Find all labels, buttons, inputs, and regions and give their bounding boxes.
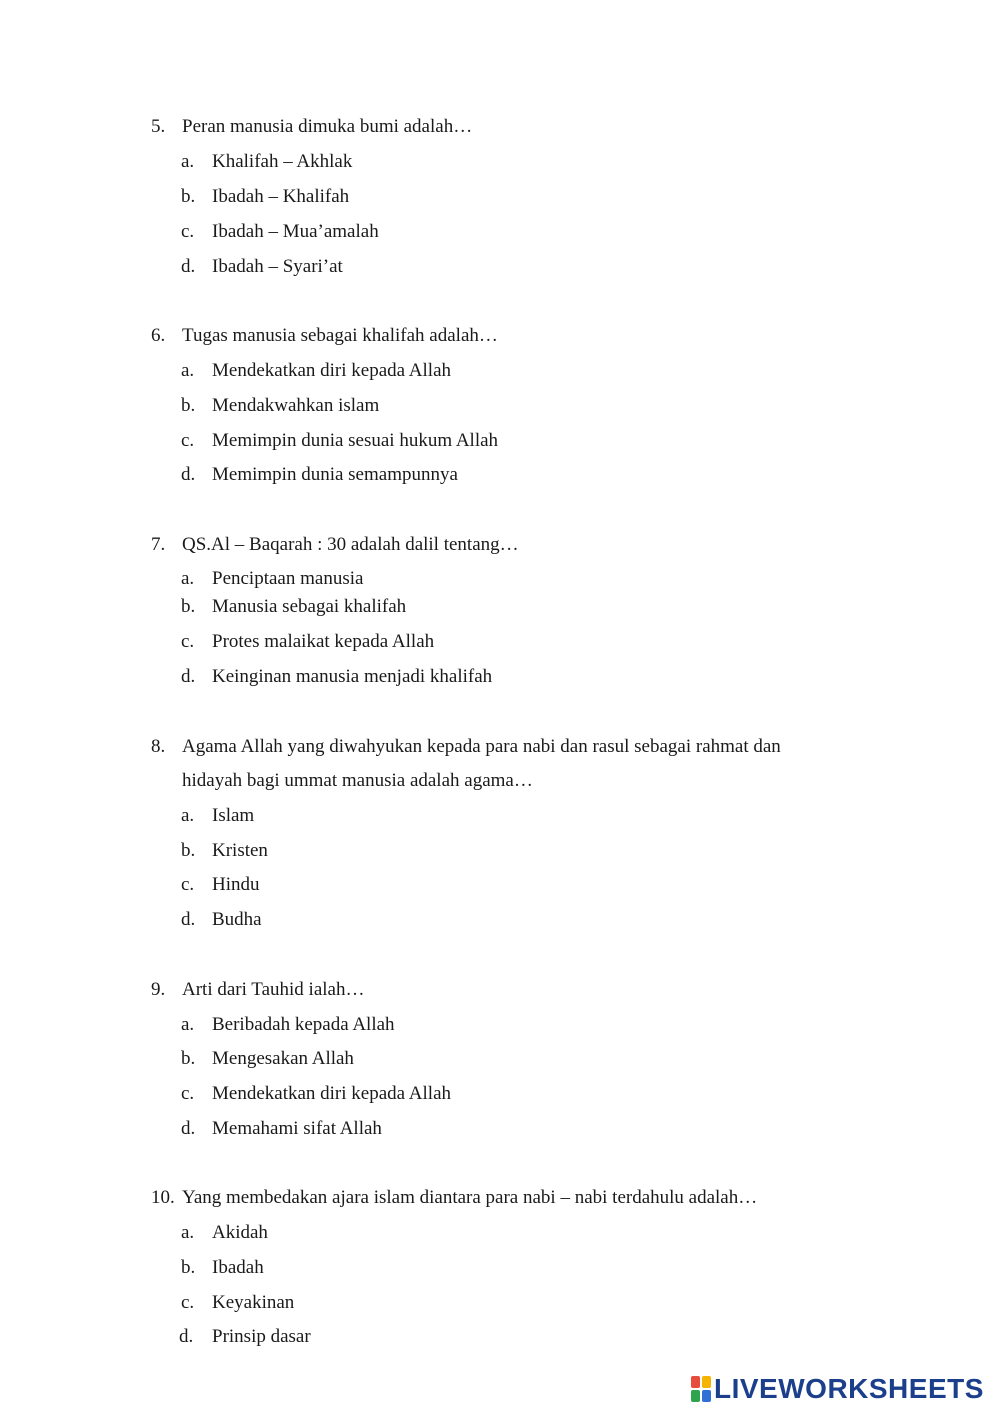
option-text: Memimpin dunia sesuai hukum Allah [212,430,499,451]
option-text: Protes malaikat kepada Allah [212,631,435,652]
logo-square-yellow [702,1376,711,1388]
option-letter: a. [181,360,195,381]
liveworksheets-logo-icon [691,1376,711,1402]
option-letter: a. [181,151,195,172]
question-text: QS.Al – Baqarah : 30 adalah dalil tentang… [182,534,519,555]
question-number: 5. [151,116,166,137]
option-text: Ibadah [212,1257,264,1278]
option-text: Keyakinan [212,1292,295,1313]
option-letter: b. [181,1257,196,1278]
option-letter: b. [181,596,196,617]
question-number: 7. [151,534,166,555]
option-text: Ibadah – Mua’amalah [212,221,379,242]
liveworksheets-watermark [691,1374,984,1404]
option-text: Beribadah kepada Allah [212,1014,395,1035]
option-letter: d. [181,909,196,930]
option-text: Islam [212,805,255,826]
logo-square-green [691,1390,700,1402]
option-letter: c. [181,874,195,895]
option-letter: d. [181,1118,196,1139]
option-text: Mendekatkan diri kepada Allah [212,360,452,381]
option-letter: d. [181,256,196,277]
option-letter: a. [181,568,195,589]
option-letter: b. [181,1048,196,1069]
option-letter: c. [181,631,195,652]
option-letter: a. [181,1222,195,1243]
option-letter: b. [181,840,196,861]
option-text: Prinsip dasar [212,1326,311,1347]
question-number: 10. [151,1187,175,1208]
option-text: Mengesakan Allah [212,1048,354,1069]
option-text: Hindu [212,874,260,895]
question-text: Peran manusia dimuka bumi adalah… [182,116,473,137]
logo-square-blue [702,1390,711,1402]
option-text: Akidah [212,1222,268,1243]
liveworksheets-wordmark: LIVEWORKSHEETS [714,1373,984,1404]
option-letter: d. [181,666,196,687]
option-letter: a. [181,805,195,826]
option-letter: c. [181,430,195,451]
option-text: Memahami sifat Allah [212,1118,382,1139]
logo-square-red [691,1376,700,1388]
option-letter: b. [181,395,196,416]
option-text: Ibadah – Khalifah [212,186,350,207]
option-text: Penciptaan manusia [212,568,364,589]
option-letter: d. [181,464,196,485]
option-text: Ibadah – Syari’at [212,256,343,277]
option-letter: d. [179,1326,194,1347]
question-text: Agama Allah yang diwahyukan kepada para nabi dan rasul sebagai rahmat dan [182,736,781,757]
option-letter: c. [181,221,195,242]
option-letter: c. [181,1292,195,1313]
question-text: Arti dari Tauhid ialah… [182,979,365,1000]
option-text: Mendekatkan diri kepada Allah [212,1083,452,1104]
option-text: Keinginan manusia menjadi khalifah [212,666,493,687]
question-text: Yang membedakan ajara islam diantara para nabi – nabi terdahulu adalah… [182,1187,758,1208]
option-text: Manusia sebagai khalifah [212,596,407,617]
question-number: 9. [151,979,166,1000]
question-number: 8. [151,736,166,757]
option-letter: c. [181,1083,195,1104]
question-text-continued: hidayah bagi ummat manusia adalah agama… [182,770,533,791]
option-letter: b. [181,186,196,207]
question-text: Tugas manusia sebagai khalifah adalah… [182,325,498,346]
option-text: Memimpin dunia semampunnya [212,464,458,485]
option-text: Kristen [212,840,268,861]
question-number: 6. [151,325,166,346]
option-text: Mendakwahkan islam [212,395,380,416]
option-text: Budha [212,909,262,930]
option-text: Khalifah – Akhlak [212,151,353,172]
option-letter: a. [181,1014,195,1035]
